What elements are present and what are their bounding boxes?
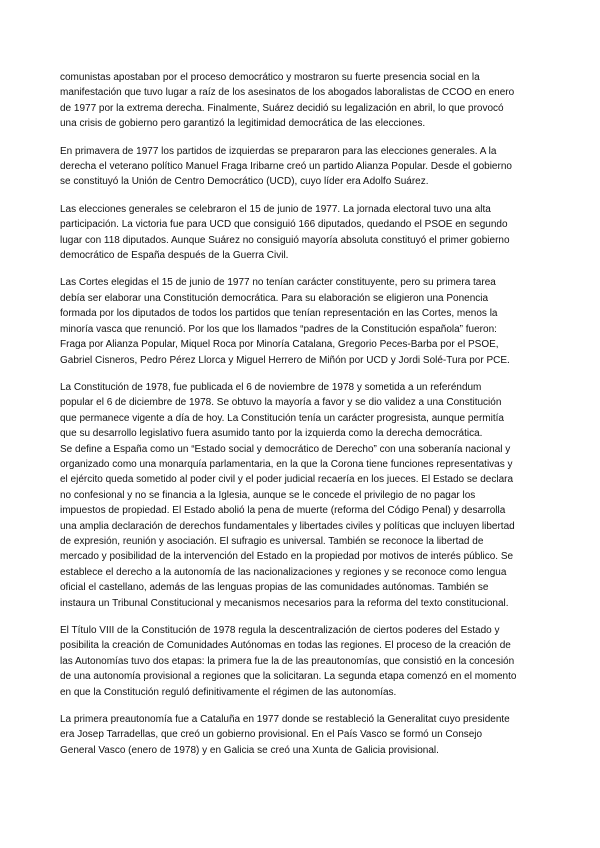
- text-line: En primavera de 1977 los partidos de izquierdas se prepararon para las elecciones generales. A la: [60, 145, 497, 157]
- text-line: establece el derecho a la autonomía de las nacionalizaciones y regiones y se reconoce como lengua: [60, 566, 507, 578]
- paragraph: [60, 275, 544, 367]
- text-line: de 1977 por la extrema derecha. Finalmente, Suárez decidió su legalización en abril, lo que provocó: [60, 102, 504, 114]
- text-line: La primera preautonomía fue a Cataluña en 1977 donde se restableció la Generalitat cuyo presidente: [60, 714, 510, 726]
- text-line: posibilita la creación de Comunidades Autónomas en todas las regiones. El proceso de la creación de: [60, 640, 511, 652]
- text-line: que su desarrollo legislativo fuera asumido tanto por la izquierda como la derecha democrática.: [60, 428, 483, 440]
- text-line: no confesional y no se financia a la Iglesia, aunque se le concede el privilegio de no pagar los: [60, 489, 476, 501]
- text-line: derecha el veterano político Manuel Fraga Iribarne creó un partido Alianza Popular. Desde el gobierno: [60, 161, 512, 173]
- text-line: de expresión, reunión y asociación. El sufragio es universal. También se reconoce la libertad de: [60, 535, 484, 547]
- text-line: las Autonomías tuvo dos etapas: la primera fue la de las preautonomías, que consistió en la concesión: [60, 655, 515, 667]
- text-line: de una autonomía provisional a regiones que la solicitaran. La segunda etapa comenzó en el momento: [60, 671, 517, 683]
- paragraph: [60, 380, 544, 611]
- text-line: en que la Constitución reguló definitivamente el régimen de las autonomías.: [60, 686, 397, 698]
- text-line: organizado como una monarquía parlamentaria, en la que la Corona tiene funciones representativas y: [60, 458, 513, 470]
- text-line: La Constitución de 1978, fue publicada el 6 de noviembre de 1978 y sometida a un referéndum: [60, 381, 482, 393]
- document-body: [60, 70, 544, 758]
- text-line: una crisis de gobierno pero garantizó la legitimidad democrática de las elecciones.: [60, 118, 426, 130]
- text-line: impuestos de propiedad. El Estado abolió la pena de muerte (reforma del Código Penal) y desarrolla: [60, 505, 506, 517]
- text-line: participación. La victoria fue para UCD que consiguió 166 diputados, quedando el PSOE en segundo: [60, 219, 508, 231]
- paragraph: [60, 712, 544, 758]
- text-line: que permanece vigente a día de hoy. La Constitución tenía un carácter progresista, aunque permitía: [60, 412, 504, 424]
- text-line: El Título VIII de la Constitución de 1978 regula la descentralización de ciertos poderes del Estado y: [60, 625, 500, 636]
- text-line: democrático de España después de la Guerra Civil.: [60, 250, 289, 262]
- text-line: formada por los diputados de todos los partidos que tenían representación en las Cortes, menos la: [60, 308, 498, 320]
- text-line: manifestación que tuvo lugar a raíz de los asesinatos de los abogados laboralistas de CCOO en enero: [60, 87, 515, 99]
- text-line: Las Cortes elegidas el 15 de junio de 1977 no tenían carácter constituyente, pero su primera tarea: [60, 277, 496, 289]
- text-line: era Josep Tarradellas, que creó un gobierno provisional. En el País Vasco se formó un Consejo: [60, 729, 483, 741]
- paragraph: [60, 623, 544, 700]
- text-line: debía ser elaborar una Constitución democrática. Para su elaboración se eligieron una Ponencia: [60, 292, 489, 304]
- text-line: Las elecciones generales se celebraron el 15 de junio de 1977. La jornada electoral tuvo una alta: [60, 203, 491, 215]
- text-line: Fraga por Alianza Popular, Miquel Roca por Minoría Catalana, Gregorio Peces-Barba por el PSOE,: [60, 339, 499, 351]
- text-line: Gabriel Cisneros, Pedro Pérez Llorca y Miguel Herrero de Miñón por UCD y Jordi Solé-Tura por PCE.: [60, 354, 510, 366]
- text-line: el ejército queda sometido al poder civil y el poder judicial recaería en los jueces. El Estado se declara: [60, 474, 514, 486]
- text-line: oficial el castellano, además de las lenguas propias de las comunidades autónomas. También se: [60, 582, 489, 594]
- paragraph: [60, 70, 544, 132]
- paragraph: [60, 144, 544, 190]
- text-line: General Vasco (enero de 1978) y en Galicia se creó una Xunta de Galicia provisional.: [60, 744, 439, 756]
- text-line: instaura un Tribunal Constitucional y mecanismos necesarios para la reforma del texto constitucional.: [60, 597, 509, 609]
- text-line: una amplia declaración de derechos fundamentales y libertades civiles y políticas que incluyen libertad: [60, 520, 515, 532]
- text-line: lugar con 118 diputados. Aunque Suárez no consiguió mayoría absoluta constituyó el primer gobierno: [60, 234, 510, 246]
- text-line: se constituyó la Unión de Centro Democrático (UCD), cuyo líder era Adolfo Suárez.: [60, 176, 429, 188]
- text-line: mercado y posibilidad de la intervención del Estado en la propiedad por motivos de interés público. Se: [60, 551, 514, 563]
- text-line: minoría vasca que renunció. Por los que los llamados “padres de la Constitución española” fueron:: [60, 323, 497, 335]
- paragraph: [60, 202, 544, 264]
- text-line: popular el 6 de diciembre de 1978. Se obtuvo la mayoría a favor y se dio validez a una Constitución: [60, 397, 502, 409]
- text-line: Se define a España como un “Estado social y democrático de Derecho” con una soberanía nacional y: [60, 443, 511, 455]
- text-line: comunistas apostaban por el proceso democrático y mostraron su fuerte presencia social en la: [60, 72, 480, 83]
